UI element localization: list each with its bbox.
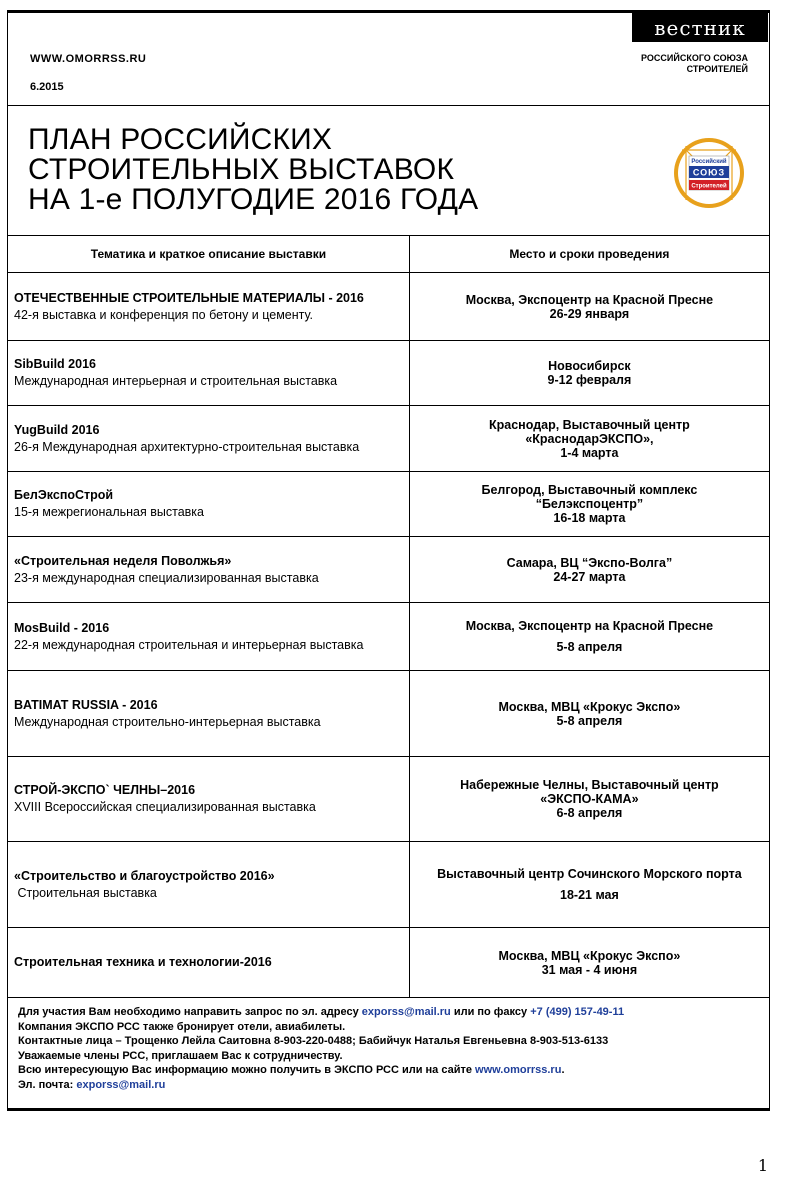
- exhibition-name: СТРОЙ-ЭКСПО` ЧЕЛНЫ–2016: [14, 783, 196, 797]
- exhibition-cell: [8, 537, 410, 603]
- notes-line-4: Уважаемые члены РСС, приглашаем Вас к сотрудничеству.: [18, 1049, 343, 1062]
- exhibition-name: «Строительная неделя Поволжья»: [14, 553, 232, 568]
- exhibition-cell: [8, 671, 410, 757]
- venue-line: Новосибирск: [548, 359, 631, 373]
- venue-cell: [409, 341, 769, 406]
- exhibition-description: 22-я международная строительная и интерьерная выставка: [14, 637, 364, 652]
- venue-line: Москва, Экспоцентр на Красной Пресне: [465, 619, 714, 633]
- contact-notes: [18, 1005, 624, 1092]
- site-link[interactable]: www.omorrss.ru: [475, 1064, 562, 1076]
- venue-line: Краснодар, Выставочный центр: [489, 417, 690, 432]
- venue-line: Самара, ВЦ “Экспо-Волга”: [506, 555, 673, 570]
- exhibition-name: БелЭкспоСтрой: [14, 488, 114, 502]
- notes-line-3: Контактные лица – Трощенко Лейла Саитовна 8-903-220-0488; Бабийчук Наталья Евгеньевна 8-903-513-6133: [18, 1035, 609, 1047]
- venue-line: Москва, МВЦ «Крокус Экспо»: [498, 699, 681, 714]
- venue-cell: [409, 928, 769, 998]
- notes-text: .: [561, 1064, 565, 1076]
- venue-cell: [409, 671, 769, 757]
- venue-line: «ЭКСПО-КАМА»: [540, 792, 639, 806]
- logo-text-top: Российский: [691, 159, 727, 165]
- notes-line-6: [18, 1078, 624, 1093]
- union-name-line1: РОССИЙСКОГО СОЮЗА: [641, 53, 748, 63]
- venue-cell: [409, 842, 769, 928]
- notes-line-5: [18, 1063, 624, 1078]
- venue-line: Набережные Челны, Выставочный центр: [460, 778, 719, 792]
- venue-line: Выставочный центр Сочинского Морского порта: [437, 867, 742, 881]
- exhibition-name: SibBuild 2016: [14, 357, 96, 371]
- venue-line: 16-18 марта: [553, 511, 626, 525]
- table-row: [8, 537, 770, 603]
- notes-text: Всю интересующую Вас информацию можно получить в ЭКСПО РСС или на сайте: [18, 1064, 476, 1076]
- exhibition-table: [7, 235, 770, 998]
- frame-bottom-rule: [7, 1108, 770, 1111]
- issue-number: 6.2015: [30, 81, 64, 93]
- exhibition-cell: [8, 472, 410, 537]
- table-row: [8, 603, 770, 671]
- title-line-2: СТРОИТЕЛЬНЫХ ВЫСТАВОК: [28, 153, 455, 186]
- title-line-1: ПЛАН РОССИЙСКИХ: [28, 123, 333, 156]
- venue-line: Москва, МВЦ «Крокус Экспо»: [498, 948, 681, 963]
- venue-line: 31 мая - 4 июня: [541, 962, 638, 977]
- venue-line: 24-27 марта: [553, 569, 626, 584]
- venue-line: 6-8 апреля: [556, 806, 623, 820]
- exhibition-cell: [8, 928, 410, 998]
- exhibition-description: Международная интерьерная и строительная выставка: [14, 374, 338, 388]
- email-link[interactable]: exporss@mail.ru: [361, 1006, 451, 1018]
- table-row: [8, 341, 770, 406]
- exhibition-description: 26-я Международная архитектурно-строительная выставка: [14, 439, 360, 454]
- venue-line: 9-12 февраля: [547, 373, 632, 387]
- venue-line: 5-8 апреля: [556, 713, 623, 728]
- page-title: [28, 125, 478, 215]
- exhibition-cell: [8, 842, 410, 928]
- notes-text: Эл. почта:: [18, 1078, 77, 1091]
- logo-text-bottom: Строителей: [691, 183, 727, 190]
- exhibition-description: 42-я выставка и конференция по бетону и цементу.: [14, 307, 313, 322]
- exhibition-name: BATIMAT RUSSIA - 2016: [14, 697, 158, 712]
- venue-line: “Белэкспоцентр”: [535, 497, 644, 511]
- venue-line: 18-21 мая: [560, 888, 619, 902]
- exhibition-name: YugBuild 2016: [14, 422, 100, 437]
- email-link[interactable]: exporss@mail.ru: [76, 1078, 166, 1091]
- table-row: [8, 472, 770, 537]
- venue-cell: [409, 472, 769, 537]
- exhibition-cell: [8, 603, 410, 671]
- exhibition-cell: [8, 341, 410, 406]
- exhibition-description: 15-я межрегиональная выставка: [14, 505, 204, 519]
- table-row: [8, 842, 770, 928]
- page-number: 1: [757, 1156, 768, 1175]
- venue-cell: [409, 603, 769, 671]
- table-row: [8, 757, 770, 842]
- exhibition-name: MosBuild - 2016: [14, 620, 110, 635]
- exhibition-cell: [8, 273, 410, 341]
- venue-cell: [409, 537, 769, 603]
- table-row: [8, 273, 770, 341]
- venue-cell: [409, 757, 769, 842]
- notes-line-2: Компания ЭКСПО РСС также бронирует отели, авиабилеты.: [18, 1020, 346, 1033]
- exhibition-description: 23-я международная специализированная выставка: [14, 570, 319, 585]
- table-row: [8, 928, 770, 998]
- column-header-place: Место и сроки проведения: [409, 236, 769, 273]
- union-name: [641, 53, 748, 75]
- column-header-topic: Тематика и краткое описание выставки: [8, 236, 410, 273]
- notes-text: или по факсу: [450, 1006, 531, 1018]
- table-row: [8, 406, 770, 472]
- venue-cell: [409, 273, 769, 341]
- venue-line: Москва, Экспоцентр на Красной Пресне: [465, 292, 714, 307]
- venue-line: Белгород, Выставочный комплекс: [481, 483, 698, 497]
- exhibition-cell: [8, 406, 410, 472]
- exhibition-name: ОТЕЧЕСТВЕННЫЕ СТРОИТЕЛЬНЫЕ МАТЕРИАЛЫ - 2016: [14, 290, 364, 305]
- union-name-line2: СТРОИТЕЛЕЙ: [686, 64, 748, 74]
- table-row: [8, 671, 770, 757]
- fax-number: +7 (499) 157-49-11: [530, 1006, 625, 1018]
- exhibition-description: XVIII Всероссийская специализированная выставка: [14, 800, 316, 814]
- exhibition-cell: [8, 757, 410, 842]
- notes-text: Для участия Вам необходимо направить запрос по эл. адресу: [18, 1006, 362, 1018]
- vestnik-badge: вестник: [632, 13, 768, 42]
- venue-cell: [409, 406, 769, 472]
- notes-line-1: [18, 1005, 624, 1020]
- exhibition-description: Международная строительно-интерьерная выставка: [14, 714, 321, 729]
- venue-line: 1-4 марта: [560, 445, 619, 460]
- exhibition-name: «Строительство и благоустройство 2016»: [14, 868, 275, 883]
- exhibition-description: Строительная выставка: [14, 885, 157, 900]
- venue-line: «КраснодарЭКСПО»,: [525, 431, 654, 446]
- venue-line: 26-29 января: [549, 306, 630, 321]
- header-divider: [7, 105, 770, 106]
- title-line-3: НА 1-е ПОЛУГОДИЕ 2016 ГОДА: [28, 183, 479, 216]
- logo-text-mid: СОЮЗ: [692, 167, 726, 178]
- union-logo: [672, 136, 746, 210]
- site-url[interactable]: WWW.OMORRSS.RU: [30, 53, 147, 65]
- exhibition-name: Строительная техника и технологии-2016: [14, 955, 272, 969]
- venue-line: 5-8 апреля: [556, 640, 623, 654]
- table-header-row: [8, 236, 770, 273]
